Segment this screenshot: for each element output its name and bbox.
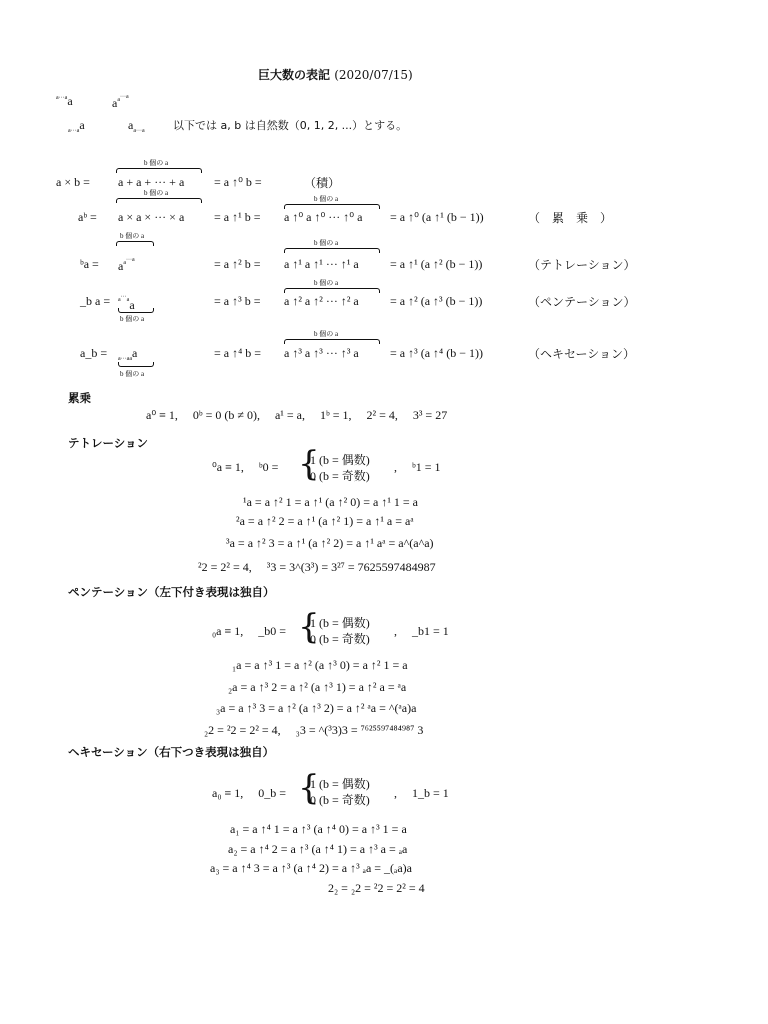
brace-label: b 個の a (314, 330, 339, 338)
intro-right-sub-a: $a_{a\cdot\cdot\cdot a}$ (128, 118, 145, 134)
brace-label: b 個の a (120, 315, 145, 323)
def-name: （積） (304, 176, 341, 190)
pentation-line-1: ₁a = a ↑³ 1 = a ↑² (a ↑³ 0) = a ↑² 1 = a (232, 658, 408, 672)
case-odd: 0 (b = 奇数) (310, 632, 370, 646)
section-heading-tetration: テトレーション (68, 436, 149, 450)
def-expr-tower: $a^{a\cdot\cdot\cdot a}$ (118, 257, 135, 273)
title-date: (2020/07/15) (334, 68, 413, 82)
pentation-tail: , _b1 = 1 (394, 624, 449, 638)
power-line: a⁰ ≡ 1, 0ᵇ = 0 (b ≠ 0), a¹ = a, 1ᵇ = 1, 2² = 4, 3³ = 27 (146, 408, 448, 422)
overbrace (284, 288, 380, 293)
def-rec: = a ↑¹ (a ↑² (b − 1)) (390, 257, 483, 271)
tetration-base: ⁰a ≡ 1, ᵇ0 = (212, 460, 279, 474)
case-brace: { (298, 768, 320, 808)
def-lhs: ᵇa = (80, 257, 99, 271)
overbrace (116, 198, 202, 203)
def-expand: a ↑⁰ a ↑⁰ ··· ↑⁰ a (284, 210, 363, 224)
hexation-tail: , 1_b = 1 (394, 786, 449, 800)
section-heading-pentation: ペンテーション（左下付き表現は独自） (68, 585, 275, 599)
pentation-line-4: ₂2 = ²2 = 2² = 4, ₃3 = ^(³3)3 = ⁷⁶²⁵⁵⁹⁷⁴⁸⁴⁹⁸⁷ 3 (204, 723, 424, 737)
brace-label: b 個の a (144, 159, 169, 167)
tetration-line-1: ¹a = a ↑² 1 = a ↑¹ (a ↑² 0) = a ↑¹ 1 = a (243, 495, 419, 509)
brace-label: b 個の a (314, 239, 339, 247)
case-brace: { (298, 444, 320, 484)
def-lhs: aᵇ = (78, 210, 97, 224)
def-expr-stack: $^{a\cdot\cdot\cdot a}$a (118, 294, 135, 312)
pentation-line-3: ₃a = a ↑³ 3 = a ↑² (a ↑³ 2) = a ↑² ᵃa = ^(ᵃa)a (216, 701, 417, 715)
def-expand: a ↑¹ a ↑¹ ··· ↑¹ a (284, 257, 359, 271)
tetration-line-2: ²a = a ↑² 2 = a ↑¹ (a ↑² 1) = a ↑¹ a = aᵃ (236, 514, 414, 528)
case-odd: 0 (b = 奇数) (310, 793, 370, 807)
underbrace (118, 362, 154, 367)
brace-label: b 個の a (314, 195, 339, 203)
def-rec: = a ↑⁰ (a ↑¹ (b − 1)) (390, 210, 484, 224)
def-expand: a ↑² a ↑² ··· ↑² a (284, 294, 359, 308)
def-lhs: _b a = (80, 294, 111, 308)
def-arrow: = a ↑¹ b = (214, 210, 261, 224)
tetration-line-3: ³a = a ↑² 3 = a ↑¹ (a ↑² 2) = a ↑¹ aᵃ = a^(a^a) (226, 536, 434, 550)
intro-left-tower-a: $^{a\cdot\cdot\cdot a}$a (56, 94, 73, 108)
def-name: （テトレーション） (528, 258, 636, 272)
def-expr-sub: $_{a\cdot\cdot\cdot aa}$a (118, 346, 138, 362)
intro-right-tower-a: $a^{a\cdot\cdot\cdot a}$ (112, 94, 129, 110)
pentation-base: ₀a ≡ 1, _b0 = (212, 624, 287, 638)
underbrace (118, 308, 154, 313)
def-arrow: = a ↑⁰ b = (214, 175, 262, 189)
brace-label: b 個の a (120, 370, 145, 378)
tetration-tail: , ᵇ1 = 1 (394, 460, 441, 474)
def-name: （ヘキセーション） (528, 347, 636, 361)
section-heading-hexation: ヘキセーション（右下つき表現は独自） (68, 745, 275, 759)
def-arrow: = a ↑³ b = (214, 294, 261, 308)
hexation-line-4: 2₂ = ₂2 = ²2 = 2² = 4 (328, 881, 425, 895)
def-arrow: = a ↑⁴ b = (214, 346, 262, 360)
overbrace (284, 204, 380, 209)
case-brace: { (298, 607, 320, 647)
intro-note: 以下では a, b は自然数（0, 1, 2, ...）とする。 (173, 119, 408, 132)
hexation-line-1: a₁ = a ↑⁴ 1 = a ↑³ (a ↑⁴ 0) = a ↑³ 1 = a (230, 822, 407, 836)
case-even: 1 (b = 偶数) (310, 616, 370, 630)
def-lhs: a_b = (80, 346, 108, 360)
def-lhs: a × b = (56, 175, 90, 189)
case-even: 1 (b = 偶数) (310, 777, 370, 791)
def-arrow: = a ↑² b = (214, 257, 261, 271)
def-expr: a × a × ··· × a (118, 210, 185, 224)
brace-label: b 個の a (120, 232, 145, 240)
case-even: 1 (b = 偶数) (310, 453, 370, 467)
def-rec: = a ↑² (a ↑³ (b − 1)) (390, 294, 483, 308)
def-expr: a + a + ··· + a (118, 175, 185, 189)
overbrace (116, 168, 202, 173)
page-title (258, 66, 413, 83)
brace-label: b 個の a (314, 279, 339, 287)
tetration-line-4: ²2 = 2² = 4, ³3 = 3^(3³) = 3²⁷ = 7625597484987 (198, 560, 436, 574)
hexation-line-3: a₃ = a ↑⁴ 3 = a ↑³ (a ↑⁴ 2) = a ↑³ ₐa = _(ₐa)a (210, 861, 412, 875)
def-expand: a ↑³ a ↑³ ··· ↑³ a (284, 346, 359, 360)
hexation-line-2: a₂ = a ↑⁴ 2 = a ↑³ (a ↑⁴ 1) = a ↑³ a = ₐa (228, 842, 408, 856)
def-rec: = a ↑³ (a ↑⁴ (b − 1)) (390, 346, 483, 360)
overbrace (284, 248, 380, 253)
section-heading-power: 累乗 (68, 391, 91, 405)
def-name: （ペンテーション） (528, 295, 636, 309)
brace-label: b 個の a (144, 189, 169, 197)
hexation-base: a₀ ≡ 1, 0_b = (212, 786, 287, 800)
overbrace (116, 241, 154, 246)
def-name: （ 累 乗 ） (528, 211, 613, 225)
case-odd: 0 (b = 奇数) (310, 469, 370, 483)
overbrace (284, 339, 380, 344)
pentation-line-2: ₂a = a ↑³ 2 = a ↑² (a ↑³ 1) = a ↑² a = ᵃa (228, 680, 407, 694)
intro-left-sub-a: $_{a\cdot\cdot\cdot a}$a (68, 118, 85, 134)
title-main: 巨大数の表記 (258, 68, 331, 82)
